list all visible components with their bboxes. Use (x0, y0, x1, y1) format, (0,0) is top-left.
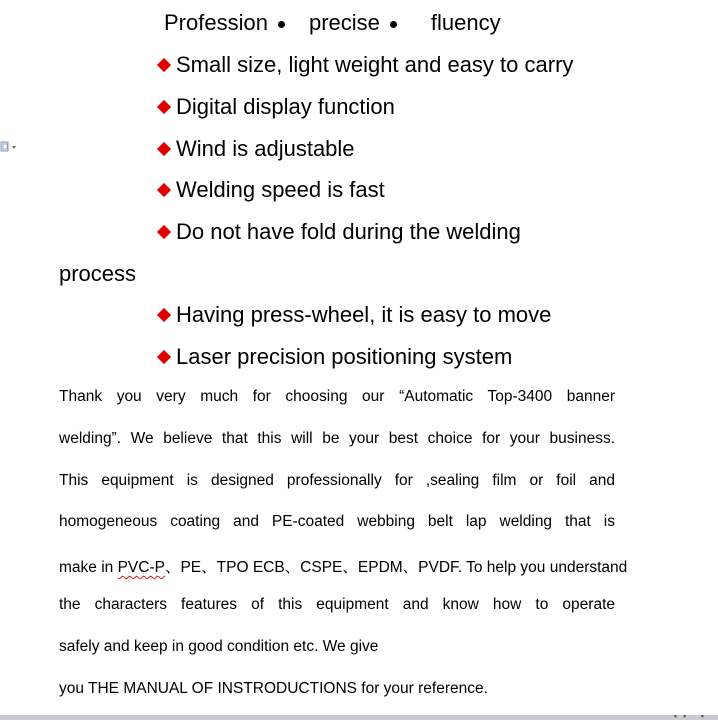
window-bottom-bar (0, 711, 718, 721)
paste-options-icon[interactable] (0, 140, 18, 154)
feature-bullet-text: Small size, light weight and easy to carry (176, 52, 574, 77)
red-diamond-icon (157, 308, 171, 322)
feature-bullet (156, 302, 551, 328)
feature-bullet-text: Wind is adjustable (176, 136, 355, 161)
paragraph-line: you THE MANUAL OF INSTRODUCTIONS for your reference. (59, 680, 488, 697)
paragraph-line: safely and keep in good condition etc. We give (59, 638, 379, 655)
feature-bullet (156, 219, 521, 245)
red-diamond-icon (157, 183, 171, 197)
paragraph-line: homogeneous coating and PE-coated webbing belt lap welding that is (59, 513, 615, 530)
feature-bullet (156, 52, 573, 78)
paragraph-line: welding”. We believe that this will be your best choice for your business. (59, 430, 615, 447)
feature-bullet-text: Do not have fold during the welding (176, 219, 521, 244)
red-diamond-icon (157, 350, 171, 364)
bullet-dot-icon (278, 21, 285, 28)
feature-bullet-text: Laser precision positioning system (176, 344, 513, 369)
bullet-dot-icon (390, 21, 397, 28)
feature-bullet-continuation: process (59, 261, 137, 286)
red-diamond-icon (157, 100, 171, 114)
paragraph-text: make in (59, 559, 118, 576)
heading-word-fluency: fluency (430, 10, 501, 35)
view-buttons-icon[interactable]: ▪▪ ▪ (673, 711, 710, 721)
red-diamond-icon (157, 58, 171, 72)
feature-bullet-text: Welding speed is fast (176, 177, 385, 202)
paragraph-line: the characters features of this equipment and know how to operate (59, 596, 615, 613)
feature-bullet (156, 177, 385, 203)
paragraph-line: This equipment is designed professionally for ,sealing film or foil and (59, 472, 615, 489)
heading-word-precise: precise (308, 10, 380, 35)
feature-bullet (156, 94, 395, 120)
feature-bullet (156, 344, 512, 370)
feature-bullet-text: Digital display function (176, 94, 395, 119)
red-diamond-icon (157, 225, 171, 239)
feature-bullet (156, 136, 355, 162)
spellcheck-marked-word[interactable]: PVC-P (117, 559, 165, 576)
red-diamond-icon (157, 142, 171, 156)
paragraph-line: Thank you very much for choosing our “Automatic Top-3400 banner (59, 388, 615, 405)
paragraph-line (59, 555, 628, 577)
feature-bullet-text: Having press-wheel, it is easy to move (176, 302, 552, 327)
paragraph-text: 、PE、TPO ECB、CSPE、EPDM、PVDF. To help you understand (164, 559, 628, 576)
feature-heading (164, 10, 501, 36)
heading-word-profession: Profession (164, 10, 268, 35)
